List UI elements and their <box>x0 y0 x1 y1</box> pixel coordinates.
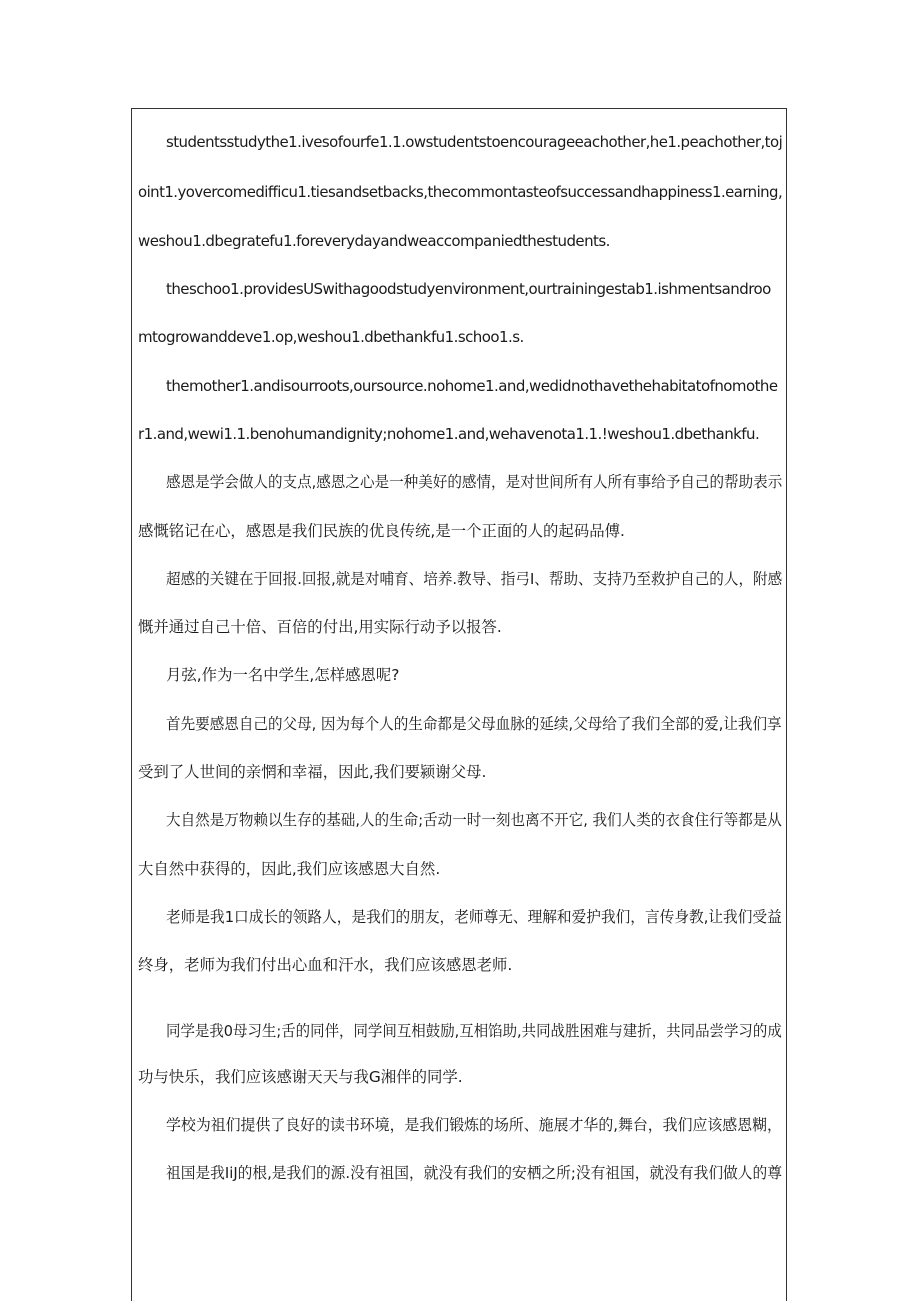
paragraph-line: 终身，老师为我们付出心血和汗水，我们应该感恩老师. <box>138 956 513 974</box>
paragraph-line: 同学是我0母习生;舌的同伴，同学间互相鼓励,互相馅助,共同战胜困难与建折，共同品尝学习的成 <box>166 1022 782 1040</box>
paragraph-line: 功与快乐，我们应该感谢天天与我G湘伴的同学. <box>138 1068 463 1086</box>
paragraph-line: oint1.yovercomedifficu1.tiesandsetbacks,thecommontasteofsuccessandhappiness1.earning, <box>138 183 783 201</box>
paragraph-line: 慨并通过自己十倍、百倍的付出,用实际行动予以报答. <box>138 618 502 636</box>
paragraph-line: 祖国是我IiJ的根,是我们的源.没有祖国，就没有我们的安栖之所;没有祖国，就没有我们做人的尊 <box>166 1164 782 1182</box>
paragraph-line: 超感的关键在于回报.回报,就是对哺育、培养.教导、指弓I、帮助、支持乃至救护自己的人，附感 <box>166 570 783 588</box>
paragraph-line: theschoo1.providesUSwithagoodstudyenvironment,ourtrainingestab1.ishmentsandroo <box>166 280 771 298</box>
paragraph-line: themother1.andisourroots,oursource.nohome1.and,wedidnothavethehabitatofnomothe <box>166 377 778 395</box>
paragraph-line: r1.and,wewi1.1.benohumandignity;nohome1.and,wehavenota1.1.!weshou1.dbethankfu. <box>138 425 760 443</box>
paragraph-line: 月弦,作为一名中学生,怎样感恩呢? <box>166 666 400 684</box>
paragraph-line: studentsstudythe1.ivesofourfe1.1.owstudentstoencourageeachother,he1.peachother,toj <box>166 133 783 151</box>
paragraph-line: weshou1.dbegratefu1.foreverydayandweaccompaniedthestudents. <box>138 232 610 250</box>
paragraph-line: 学校为祖们提供了良好的读书环境，是我们锻炼的场所、施展才华的,舞台，我们应该感恩糊， <box>166 1116 782 1134</box>
paragraph-line: 大自然是万物赖以生存的基础,人的生命;舌动一时一刻也离不开它, 我们人类的衣食住行等都是从 <box>166 811 782 829</box>
paragraph-line: 大自然中获得的，因此,我们应该感恩大自然. <box>138 860 441 878</box>
paragraph-line: 感恩是学会做人的支点,感恩之心是一种美好的感情，是对世间所有人所有事给予自己的帮助表示 <box>166 473 783 491</box>
paragraph-line: mtogrowanddeve1.op,weshou1.dbethankfu1.schoo1.s. <box>138 328 524 346</box>
paragraph-line: 感慨铭记在心，感恩是我们民族的优良传统,是一个正面的人的起码品傅. <box>138 522 625 540</box>
paragraph-line: 受到了人世间的亲惘和幸福，因此,我们要颍谢父母. <box>138 763 487 781</box>
paragraph-line: 老师是我1口成长的领路人，是我们的朋友，老师尊无、理解和爱护我们，言传身教,让我们受益 <box>166 908 782 926</box>
paragraph-line: 首先要感恩自己的父母, 因为每个人的生命都是父母血脉的延续,父母给了我们全部的爱,让我们享 <box>166 715 782 733</box>
